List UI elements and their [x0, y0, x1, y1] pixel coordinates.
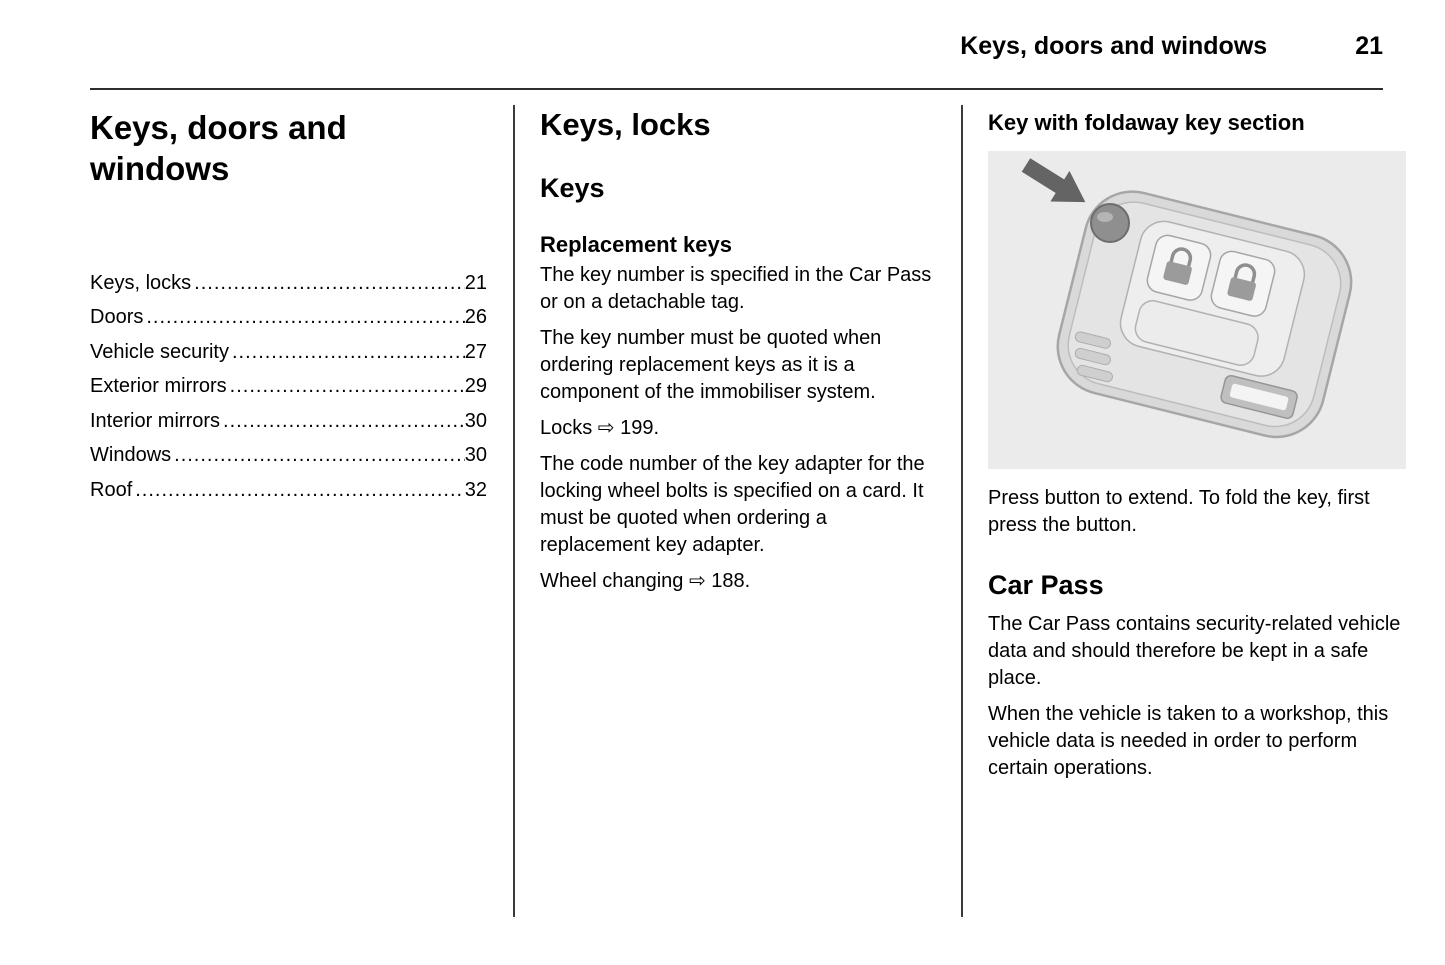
toc-leader-dots	[229, 335, 465, 370]
toc-leader-dots	[220, 404, 465, 439]
toc-row-doors	[90, 300, 487, 335]
subsection-heading-keys: Keys	[540, 173, 605, 204]
subsection-heading-car-pass: Car Pass	[988, 570, 1104, 601]
column-divider-left	[513, 105, 515, 917]
column-divider-right	[961, 105, 963, 917]
toc-leader-dots	[227, 369, 465, 404]
toc-label: Windows	[90, 444, 172, 467]
paragraph: The key number must be quoted when ordering replacement keys as it is a component of the immobiliser system.	[540, 327, 882, 404]
toc-row-interior-mirrors	[90, 404, 487, 439]
toc-label: Interior mirrors	[90, 409, 221, 432]
toc-row-roof	[90, 473, 487, 508]
paragraph: The Car Pass contains security-related vehicle data and should therefore be kept in a safe place.	[988, 612, 1401, 689]
header-rule	[90, 88, 1383, 90]
toc-label: Exterior mirrors	[90, 375, 227, 398]
toc-row-exterior-mirrors	[90, 369, 487, 404]
image-caption: Press button to extend. To fold the key, first press the button.	[988, 487, 1370, 537]
page-header	[90, 32, 1383, 61]
section-heading-keys-locks: Keys, locks	[540, 107, 711, 142]
toc-label: Vehicle security	[90, 340, 229, 363]
toc-row-keys-locks	[90, 266, 487, 301]
right-column	[988, 108, 1406, 791]
page-number: 21	[1355, 32, 1383, 60]
toc-row-vehicle-security	[90, 335, 487, 370]
toc-leader-dots	[171, 438, 465, 473]
cross-reference-locks: Locks ⇨ 199.	[540, 417, 660, 440]
table-of-contents	[90, 266, 487, 508]
toc-label: Keys, locks	[90, 271, 192, 294]
paragraph: When the vehicle is taken to a workshop, this vehicle data is needed in order to perform certain operations.	[988, 702, 1389, 779]
toc-leader-dots	[132, 473, 465, 508]
topic-heading-replacement-keys: Replacement keys	[540, 231, 732, 257]
paragraph: The code number of the key adapter for the locking wheel bolts is specified on a card. It must be quoted when ordering a replacement key adapter.	[540, 453, 925, 557]
running-header-title: Keys, doors and windows	[960, 32, 1268, 60]
chapter-title: Keys, doors and windows	[90, 109, 347, 187]
toc-leader-dots	[191, 266, 465, 301]
cross-reference-wheel-changing: Wheel changing ⇨ 188.	[540, 570, 751, 593]
foldaway-key-drawing	[988, 151, 1406, 469]
toc-page: 30	[464, 409, 487, 432]
paragraph: The key number is specified in the Car Pass or on a detachable tag.	[540, 264, 932, 314]
toc-leader-dots	[143, 300, 464, 335]
fold-release-button	[1091, 204, 1129, 242]
toc-label: Doors	[90, 306, 144, 329]
toc-page: 26	[464, 306, 487, 329]
toc-page: 27	[464, 340, 487, 363]
toc-label: Roof	[90, 478, 133, 501]
toc-page: 32	[464, 478, 487, 501]
topic-heading-foldaway-key: Key with foldaway key section	[988, 110, 1305, 135]
toc-page: 30	[464, 444, 487, 467]
toc-page: 21	[464, 271, 487, 294]
left-column	[90, 108, 487, 507]
toc-page: 29	[464, 375, 487, 398]
key-illustration	[988, 151, 1406, 469]
middle-column	[540, 108, 938, 604]
toc-row-windows	[90, 438, 487, 473]
